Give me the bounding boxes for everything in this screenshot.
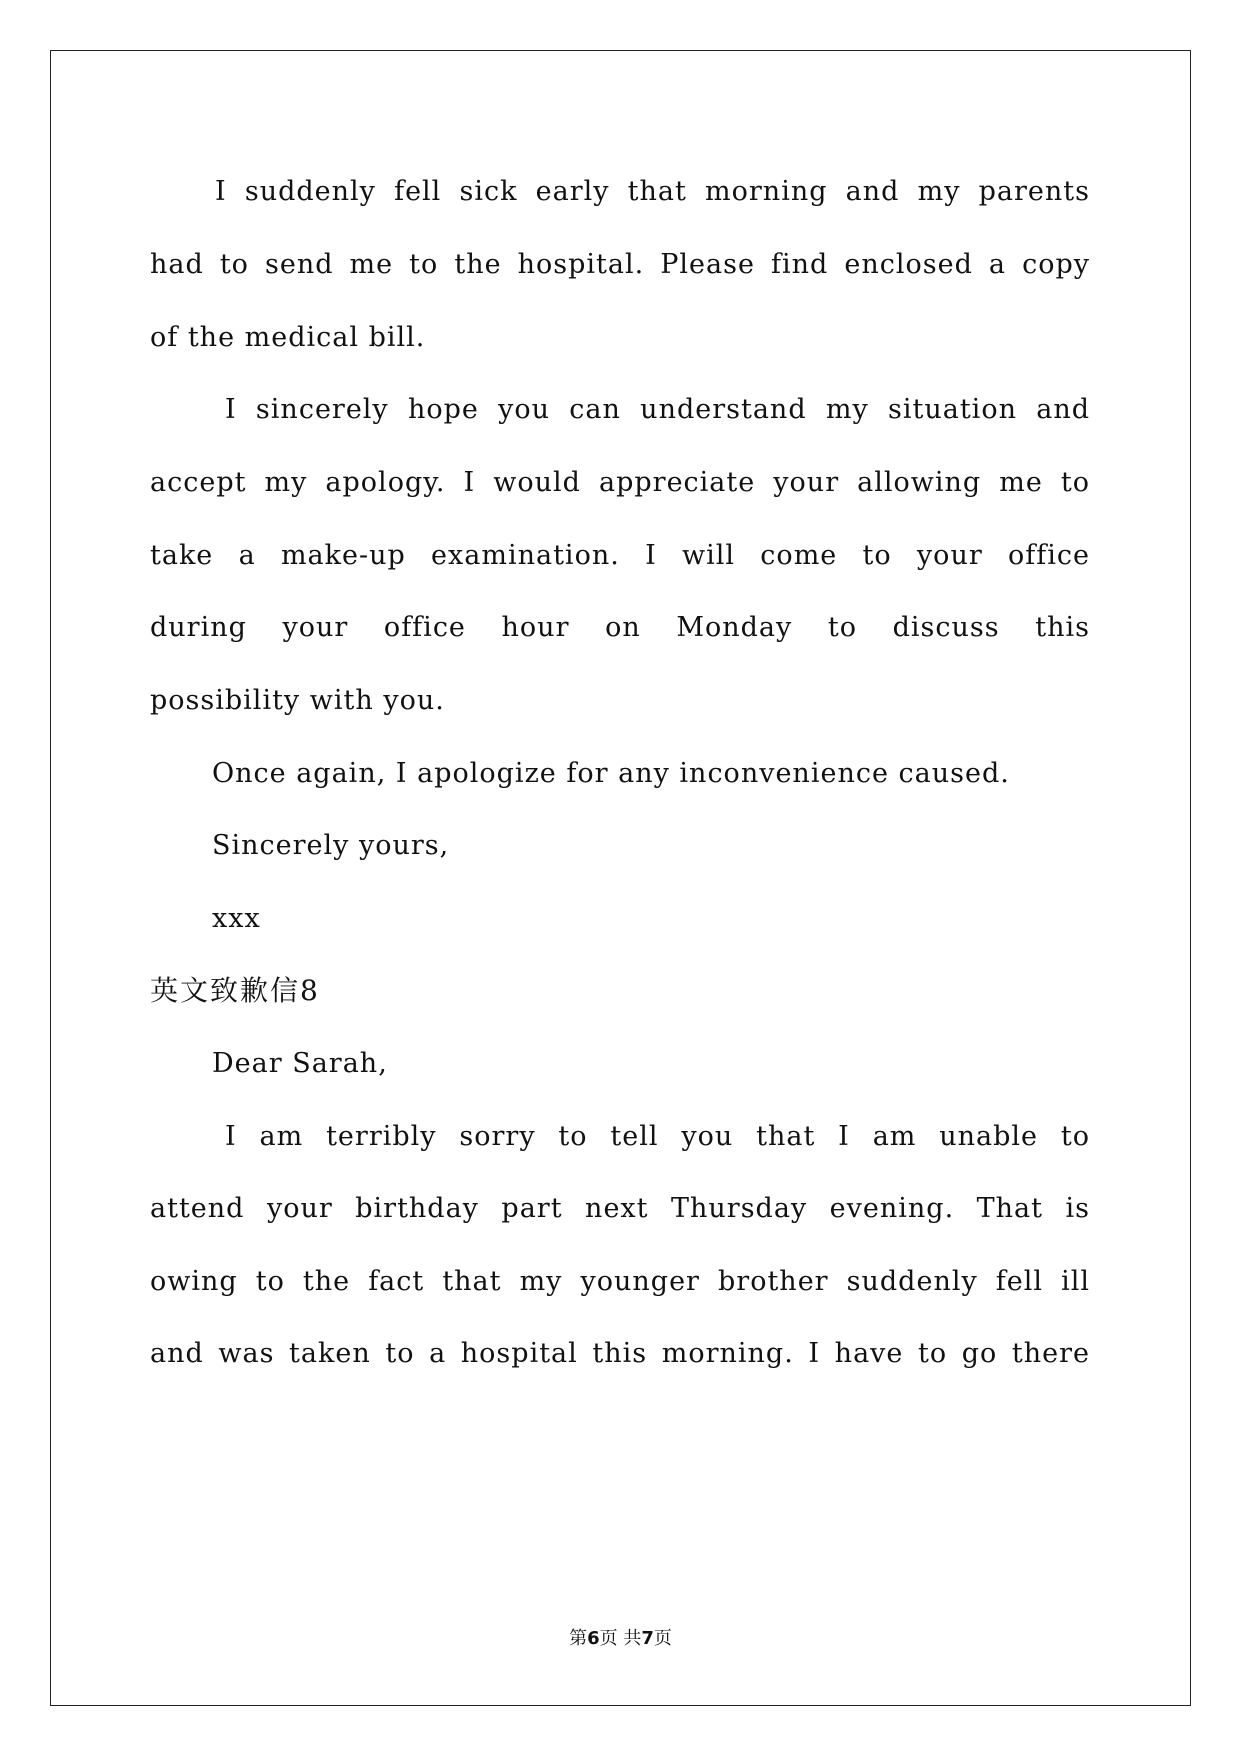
- paragraph-line: take a make-up examination. I will come to your office: [150, 540, 1090, 571]
- footer-prefix: 第: [569, 1628, 588, 1649]
- paragraph-line: attend your birthday part next Thursday evening. That is: [150, 1193, 1090, 1224]
- paragraph-line: I am terribly sorry to tell you that I am unable to: [225, 1121, 1090, 1152]
- paragraph-line: during your office hour on Monday to discuss this: [150, 612, 1090, 643]
- paragraph-line: and was taken to a hospital this morning. I have to go there: [150, 1338, 1090, 1369]
- salutation: Dear Sarah,: [212, 1048, 388, 1079]
- paragraph-line: accept my apology. I would appreciate your allowing me to: [150, 467, 1090, 498]
- paragraph-line: I suddenly fell sick early that morning and my parents: [215, 176, 1090, 207]
- paragraph-line: had to send me to the hospital. Please find enclosed a copy: [150, 249, 1090, 280]
- paragraph-line: owing to the fact that my younger brother suddenly fell ill: [150, 1266, 1090, 1297]
- page-border: [50, 50, 1191, 1706]
- total-pages-number: 7: [641, 1628, 654, 1649]
- sign-off: Sincerely yours,: [212, 830, 450, 861]
- paragraph-line: I sincerely hope you can understand my situation and: [225, 394, 1090, 425]
- page-footer: [0, 1624, 1241, 1650]
- closing-line: Once again, I apologize for any inconvenience caused.: [212, 758, 1010, 789]
- section-heading: 英文致歉信8: [150, 974, 320, 1007]
- footer-middle: 页 共: [599, 1628, 642, 1649]
- paragraph-line: possibility with you.: [150, 685, 445, 716]
- signature: xxx: [212, 903, 261, 934]
- footer-suffix: 页: [653, 1628, 672, 1649]
- current-page-number: 6: [587, 1628, 600, 1649]
- paragraph-line: of the medical bill.: [150, 322, 426, 353]
